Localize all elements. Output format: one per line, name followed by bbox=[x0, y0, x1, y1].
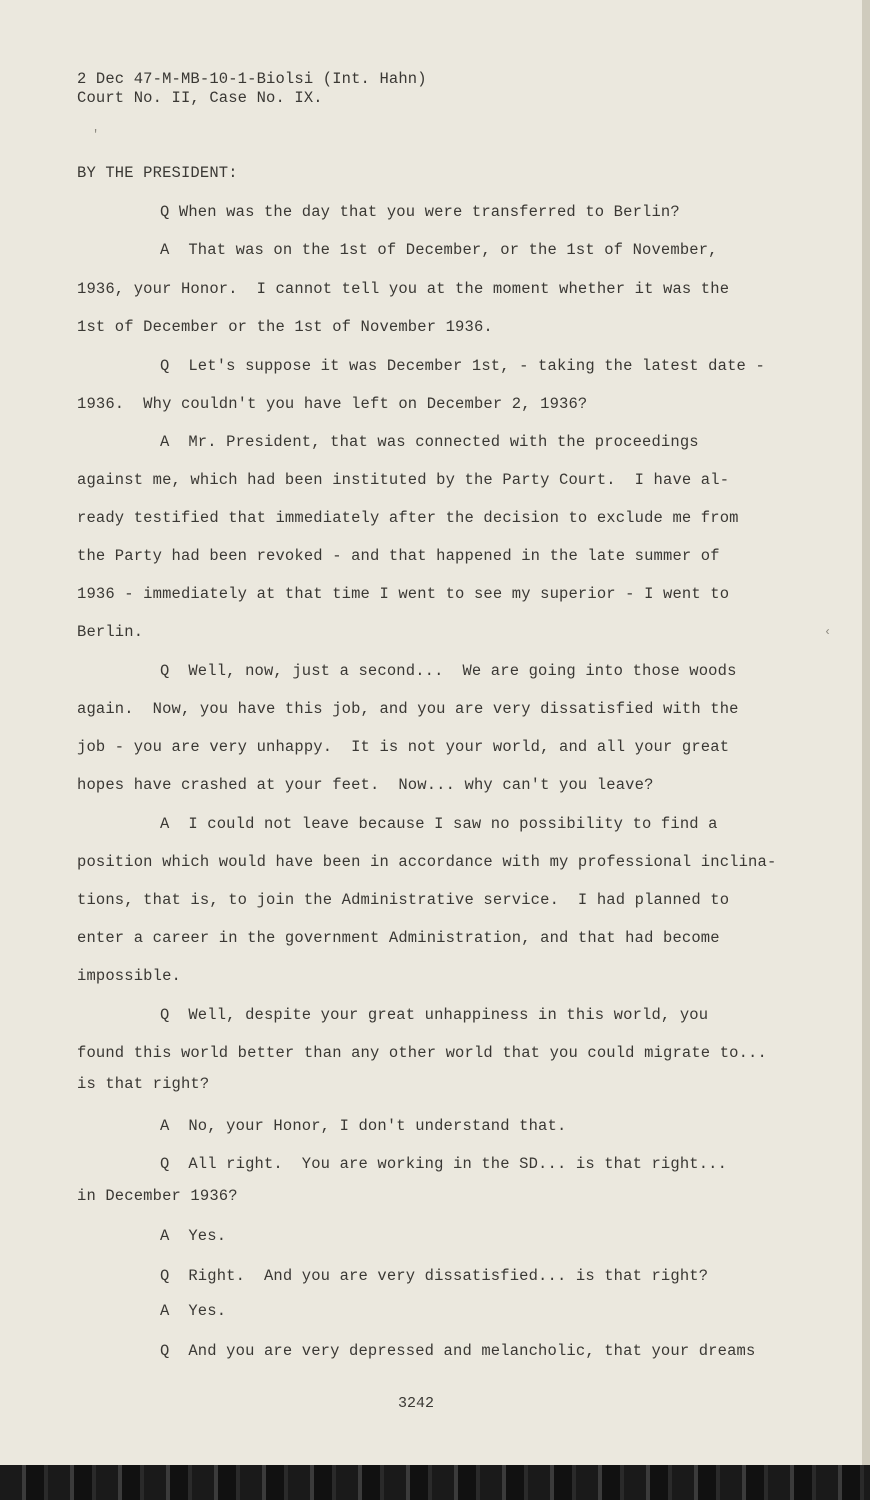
transcript-line: Q And you are very depressed and melancholic, that your dreams bbox=[160, 1342, 756, 1360]
transcript-line: A I could not leave because I saw no possibility to find a bbox=[160, 815, 718, 833]
transcript-line: Q When was the day that you were transferred to Berlin? bbox=[160, 203, 680, 221]
page-edge bbox=[862, 0, 870, 1465]
transcript-line: ready testified that immediately after the decision to exclude me from bbox=[77, 509, 739, 527]
transcript-line: Q Well, now, just a second... We are going into those woods bbox=[160, 662, 737, 680]
transcript-line: hopes have crashed at your feet. Now... why can't you leave? bbox=[77, 776, 654, 794]
transcript-line: 1936, your Honor. I cannot tell you at the moment whether it was the bbox=[77, 280, 730, 298]
transcript-line: enter a career in the government Administration, and that had become bbox=[77, 929, 720, 947]
transcript-line: Q All right. You are working in the SD... is that right... bbox=[160, 1155, 728, 1173]
header-line-1: 2 Dec 47-M-MB-10-1-Biolsi (Int. Hahn) bbox=[77, 70, 427, 88]
transcript-line: in December 1936? bbox=[77, 1187, 238, 1205]
transcript-line: is that right? bbox=[77, 1075, 210, 1093]
transcript-line: tions, that is, to join the Administrative service. I had planned to bbox=[77, 891, 730, 909]
page-number: 3242 bbox=[398, 1395, 435, 1412]
film-strip bbox=[0, 1465, 870, 1500]
transcript-line: the Party had been revoked - and that happened in the late summer of bbox=[77, 547, 720, 565]
transcript-line: 1936 - immediately at that time I went to see my superior - I went to bbox=[77, 585, 730, 603]
speaker-label: BY THE PRESIDENT: bbox=[77, 164, 238, 182]
transcript-line: Berlin. bbox=[77, 623, 144, 641]
transcript-line: Q Well, despite your great unhappiness in this world, you bbox=[160, 1006, 709, 1024]
header-line-2: Court No. II, Case No. IX. bbox=[77, 89, 323, 107]
transcript-line: found this world better than any other world that you could migrate to... bbox=[77, 1044, 767, 1062]
transcript-line: job - you are very unhappy. It is not your world, and all your great bbox=[77, 738, 730, 756]
transcript-line: Q Right. And you are very dissatisfied... is that right? bbox=[160, 1267, 709, 1285]
transcript-line: A That was on the 1st of December, or the 1st of November, bbox=[160, 241, 718, 259]
scan-mark: ‹ bbox=[824, 625, 832, 639]
transcript-line: impossible. bbox=[77, 967, 181, 985]
transcript-line: 1st of December or the 1st of November 1936. bbox=[77, 318, 493, 336]
transcript-line: A Mr. President, that was connected with the proceedings bbox=[160, 433, 699, 451]
scan-mark: ' bbox=[92, 128, 100, 142]
transcript-line: A Yes. bbox=[160, 1227, 227, 1245]
transcript-line: Q Let's suppose it was December 1st, - taking the latest date - bbox=[160, 357, 765, 375]
transcript-line: against me, which had been instituted by the Party Court. I have al- bbox=[77, 471, 730, 489]
transcript-line: 1936. Why couldn't you have left on December 2, 1936? bbox=[77, 395, 588, 413]
transcript-line: A Yes. bbox=[160, 1302, 227, 1320]
transcript-line: A No, your Honor, I don't understand that. bbox=[160, 1117, 567, 1135]
transcript-line: again. Now, you have this job, and you are very dissatisfied with the bbox=[77, 700, 739, 718]
transcript-line: position which would have been in accordance with my professional inclina- bbox=[77, 853, 777, 871]
